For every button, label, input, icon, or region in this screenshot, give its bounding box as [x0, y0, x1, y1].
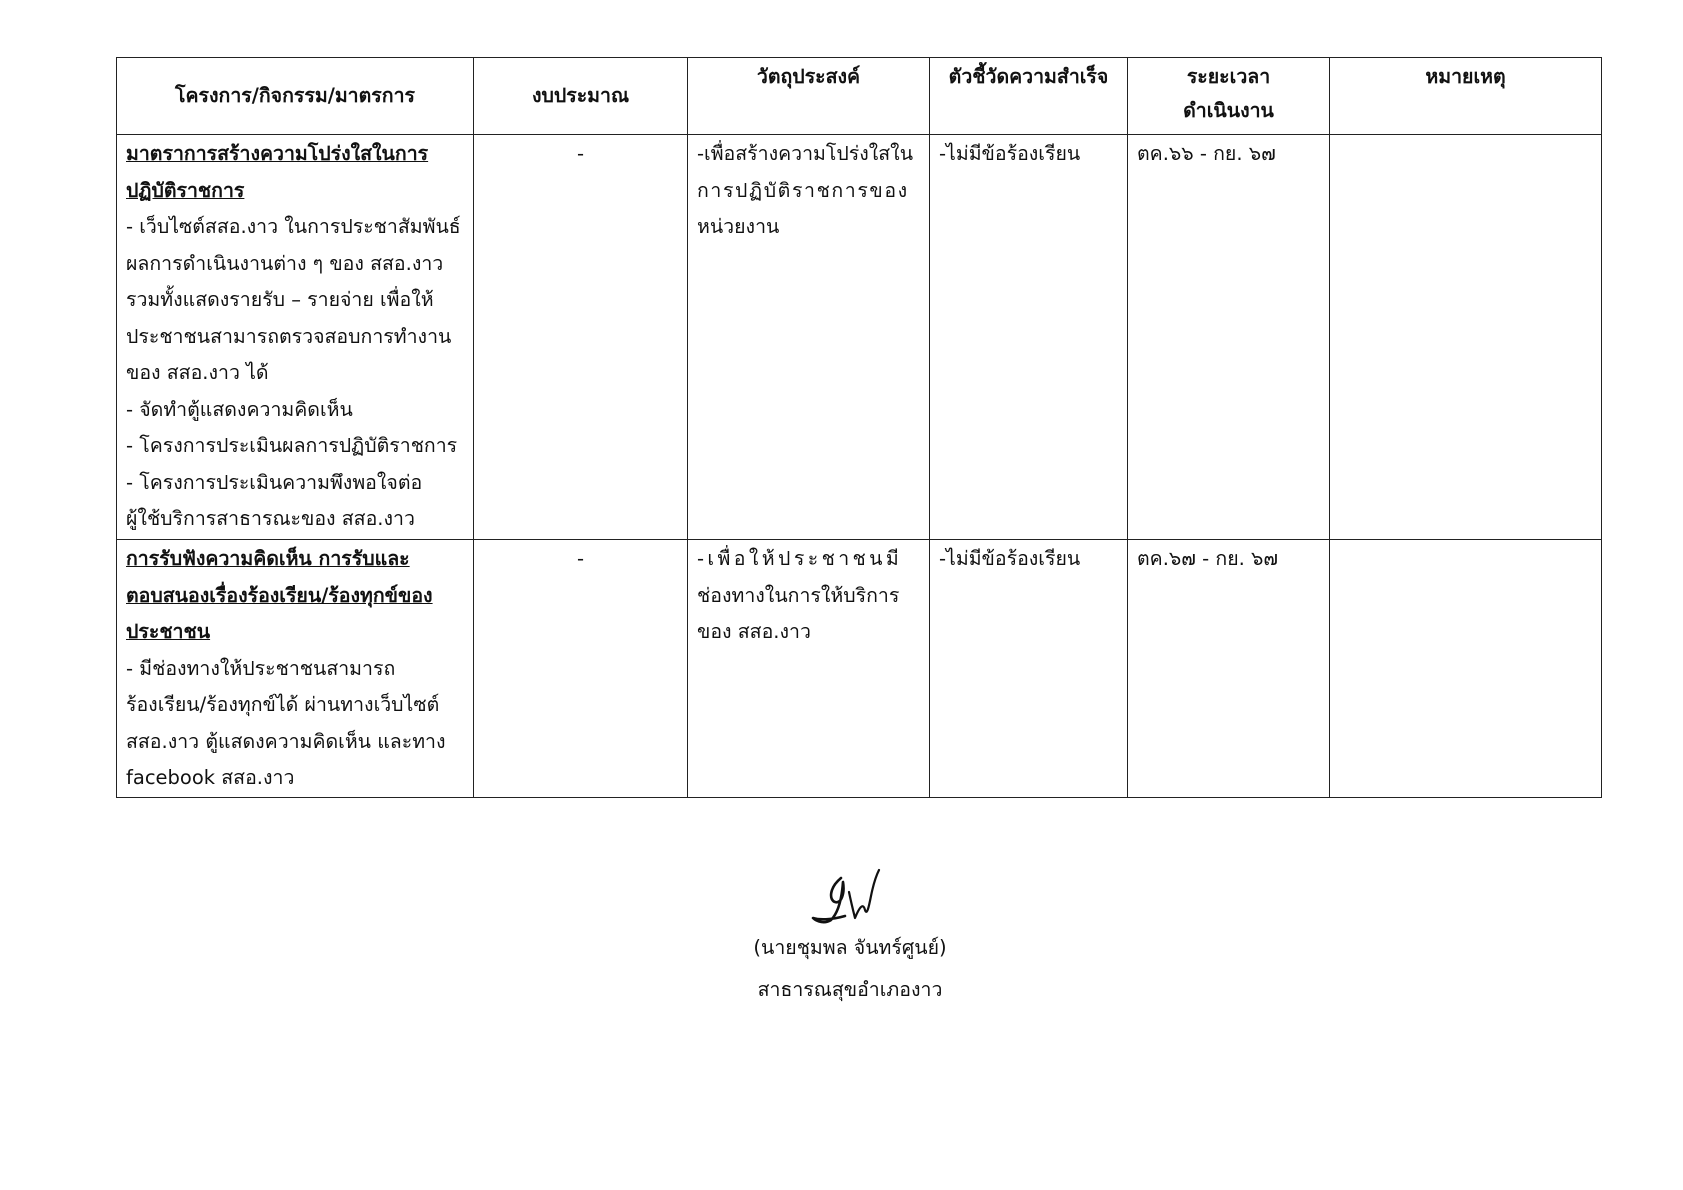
header-period: [1128, 58, 1330, 135]
indicator-cell: -ไม่มีข้อร้องเรียน: [930, 540, 1128, 798]
plan-table: [116, 57, 1602, 798]
project-title: การรับฟังความคิดเห็น การรับและ: [126, 547, 410, 570]
handwritten-signature-icon: [805, 866, 885, 930]
project-detail: - โครงการประเมินความพึงพอใจต่อ: [126, 470, 423, 494]
budget-cell: -: [474, 135, 688, 540]
header-budget: งบประมาณ: [474, 58, 688, 135]
objective-line: -เพื่อสร้างความโปร่งใสใน: [697, 142, 914, 165]
project-detail: ผู้ใช้บริการสาธารณะของ สสอ.งาว: [126, 507, 415, 530]
header-project: โครงการ/กิจกรรม/มาตรการ: [117, 58, 474, 135]
indicator-cell: -ไม่มีข้อร้องเรียน: [930, 135, 1128, 540]
objective-line: หน่วยงาน: [697, 215, 780, 238]
project-detail: ร้องเรียน/ร้องทุกข์ได้ ผ่านทางเว็บไซต์: [126, 693, 440, 716]
objective-line: การปฏิบัติราชการของ: [697, 178, 909, 202]
objective-cell: [688, 540, 930, 798]
objective-line: -เพื่อให้ประชาชนมี: [697, 547, 903, 570]
header-period-line: ระยะเวลา: [1186, 65, 1271, 88]
project-detail: facebook สสอ.งาว: [126, 766, 295, 789]
header-remark: หมายเหตุ: [1330, 58, 1602, 135]
project-detail: - เว็บไซต์สสอ.งาว ในการประชาสัมพันธ์: [126, 215, 461, 238]
project-detail: ประชาชนสามารถตรวจสอบการทำงาน: [126, 324, 452, 348]
project-detail: - จัดทำตู้แสดงความคิดเห็น: [126, 397, 353, 421]
header-objective: วัตถุประสงค์: [688, 58, 930, 135]
project-title: ปฏิบัติราชการ: [126, 178, 245, 202]
signatory-position: สาธารณสุขอำเภองาว: [757, 978, 943, 1001]
project-title: ตอบสนองเรื่องร้องเรียน/ร้องทุกข์ของ: [126, 583, 433, 607]
project-title: ประชาชน: [126, 620, 211, 643]
remark-cell: [1330, 540, 1602, 798]
objective-line: ของ สสอ.งาว: [697, 620, 811, 643]
project-title: มาตราการสร้างความโปร่งใสในการ: [126, 142, 429, 165]
project-detail: ผลการดำเนินงานต่าง ๆ ของ สสอ.งาว: [126, 251, 444, 275]
table-row: [117, 540, 1602, 798]
signatory-name: (นายชุมพล จันทร์ศูนย์): [753, 936, 947, 959]
remark-cell: [1330, 135, 1602, 540]
header-indicator: ตัวชี้วัดความสำเร็จ: [930, 58, 1128, 135]
objective-line: ช่องทางในการให้บริการ: [697, 583, 900, 607]
objective-cell: [688, 135, 930, 540]
project-detail: - มีช่องทางให้ประชาชนสามารถ: [126, 656, 396, 680]
period-cell: ตค.๖๖ - กย. ๖๗: [1128, 135, 1330, 540]
period-cell: ตค.๖๗ - กย. ๖๗: [1128, 540, 1330, 798]
project-detail: รวมทั้งแสดงรายรับ – รายจ่าย เพื่อให้: [126, 288, 434, 311]
budget-cell: -: [474, 540, 688, 798]
project-cell: [117, 135, 474, 540]
table-row: [117, 135, 1602, 540]
project-cell: [117, 540, 474, 798]
project-detail: ของ สสอ.งาว ได้: [126, 361, 269, 384]
project-detail: - โครงการประเมินผลการปฏิบัติราชการ: [126, 434, 458, 457]
table-header-row: [117, 58, 1602, 135]
header-period-line: ดำเนินงาน: [1183, 99, 1274, 122]
project-detail: สสอ.งาว ตู้แสดงความคิดเห็น และทาง: [126, 729, 446, 753]
